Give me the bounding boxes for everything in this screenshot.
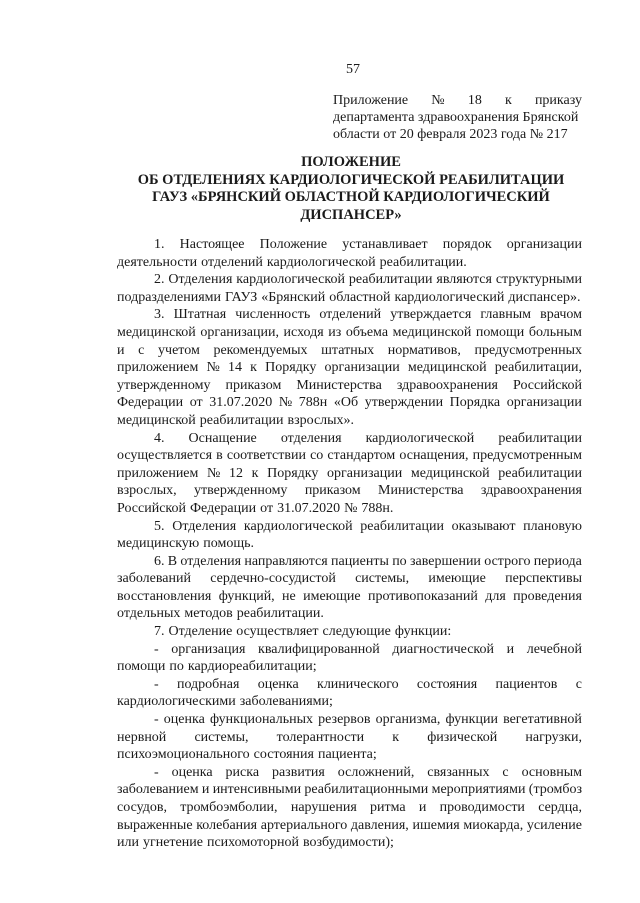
text-line: взрослых, утвержденному приказом Министерства здравоохранения <box>117 483 582 499</box>
appendix-word: 18 <box>467 93 482 108</box>
text-line: кардиологическими заболеваниями; <box>117 694 333 710</box>
document-body <box>117 236 582 852</box>
document-title <box>120 154 582 224</box>
appendix-word: приказу <box>534 93 582 108</box>
title-line-3: ГАУЗ «БРЯНСКИЙ ОБЛАСТНОЙ КАРДИОЛОГИЧЕСКИЙ <box>152 189 550 205</box>
text-line: 1. Настоящее Положение устанавливает порядок организации <box>154 237 582 252</box>
appendix-line-1 <box>333 92 582 109</box>
title-line-4: ДИСПАНСЕР» <box>300 206 402 223</box>
text-line: приложением № 12 к Порядку организации медицинской реабилитации <box>117 465 582 481</box>
text-line: приложением № 14 к Порядку организации медицинской реабилитации, <box>117 360 582 376</box>
text-line: 7. Отделение осуществляет следующие функции: <box>154 624 452 640</box>
text-line: осуществляется в соответствии со стандартом оснащения, предусмотренным <box>117 448 582 464</box>
text-line: 5. Отделения кардиологической реабилитации оказывают плановую <box>154 518 582 534</box>
text-line: 6. В отделения направляются пациенты по завершении острого периода <box>154 553 582 569</box>
text-line: медицинской реабилитации взрослых». <box>117 412 355 428</box>
text-line: медицинскую помощь. <box>117 536 255 552</box>
text-line: сосудов, тромбоэмболии, нарушения ритма и проводимости сердца, <box>117 800 582 815</box>
text-line: утвержденному приказом Министерства здравоохранения Российской <box>117 377 582 393</box>
text-line: заболеванием и интенсивными реабилитационными мероприятиями (тромбоз <box>117 782 582 798</box>
text-line: помощи по кардиореабилитации; <box>117 659 317 675</box>
text-line: 2. Отделения кардиологической реабилитации являются структурными <box>154 272 582 288</box>
appendix-line-3: области от 20 февраля 2023 года № 217 <box>333 127 568 142</box>
text-line: - оценка функциональных резервов организма, функции вегетативной <box>154 712 582 728</box>
text-line: и с учетом рекомендуемых штатных нормативов, предусмотренных <box>117 342 582 358</box>
text-line: медицинской организации, исходя из объема медицинской помощи больным <box>117 324 582 340</box>
title-line-1: ПОЛОЖЕНИЕ <box>301 154 401 170</box>
appendix-reference <box>333 92 582 143</box>
appendix-word: к <box>504 93 512 108</box>
text-line: 4. Оснащение отделения кардиологической реабилитации <box>154 430 582 446</box>
text-line: выраженные колебания артериального давления, ишемия миокарда, усиление <box>117 817 582 833</box>
text-line: психоэмоционального состояния пациента; <box>117 747 377 763</box>
text-line: - оценка риска развития осложнений, связанных с основным <box>154 764 582 780</box>
text-line: - подробная оценка клинического состояния пациентов с <box>154 676 582 692</box>
text-line: восстановления функций, не имеющие противопоказаний для проведения <box>117 588 582 604</box>
page-number: 57 <box>346 62 360 77</box>
text-line: Федерации от 31.07.2020 № 788н «Об утверждении Порядка организации <box>117 395 582 411</box>
appendix-word: № <box>431 93 445 108</box>
text-line: - организация квалифицированной диагностической и лечебной <box>154 641 582 657</box>
appendix-line-2: департамента здравоохранения Брянской <box>333 110 579 125</box>
text-line: отдельных методов реабилитации. <box>117 606 324 622</box>
title-line-2: ОБ ОТДЕЛЕНИЯХ КАРДИОЛОГИЧЕСКОЙ РЕАБИЛИТАЦИИ <box>137 171 565 188</box>
text-line: Российской Федерации от 31.07.2020 № 788н. <box>117 500 394 516</box>
text-line: подразделениями ГАУЗ «Брянский областной кардиологический диспансер». <box>117 289 581 305</box>
text-line: деятельности отделений кардиологической реабилитации. <box>117 254 467 270</box>
text-line: заболеваний сердечно-сосудистой системы, имеющие перспективы <box>117 571 582 587</box>
text-line: нервной системы, толерантности к физической нагрузки, <box>117 729 582 745</box>
text-line: или угнетение психомоторной возбудимости); <box>117 835 394 851</box>
text-line: 3. Штатная численность отделений утверждается главным врачом <box>154 307 582 323</box>
appendix-word: Приложение <box>333 93 409 108</box>
